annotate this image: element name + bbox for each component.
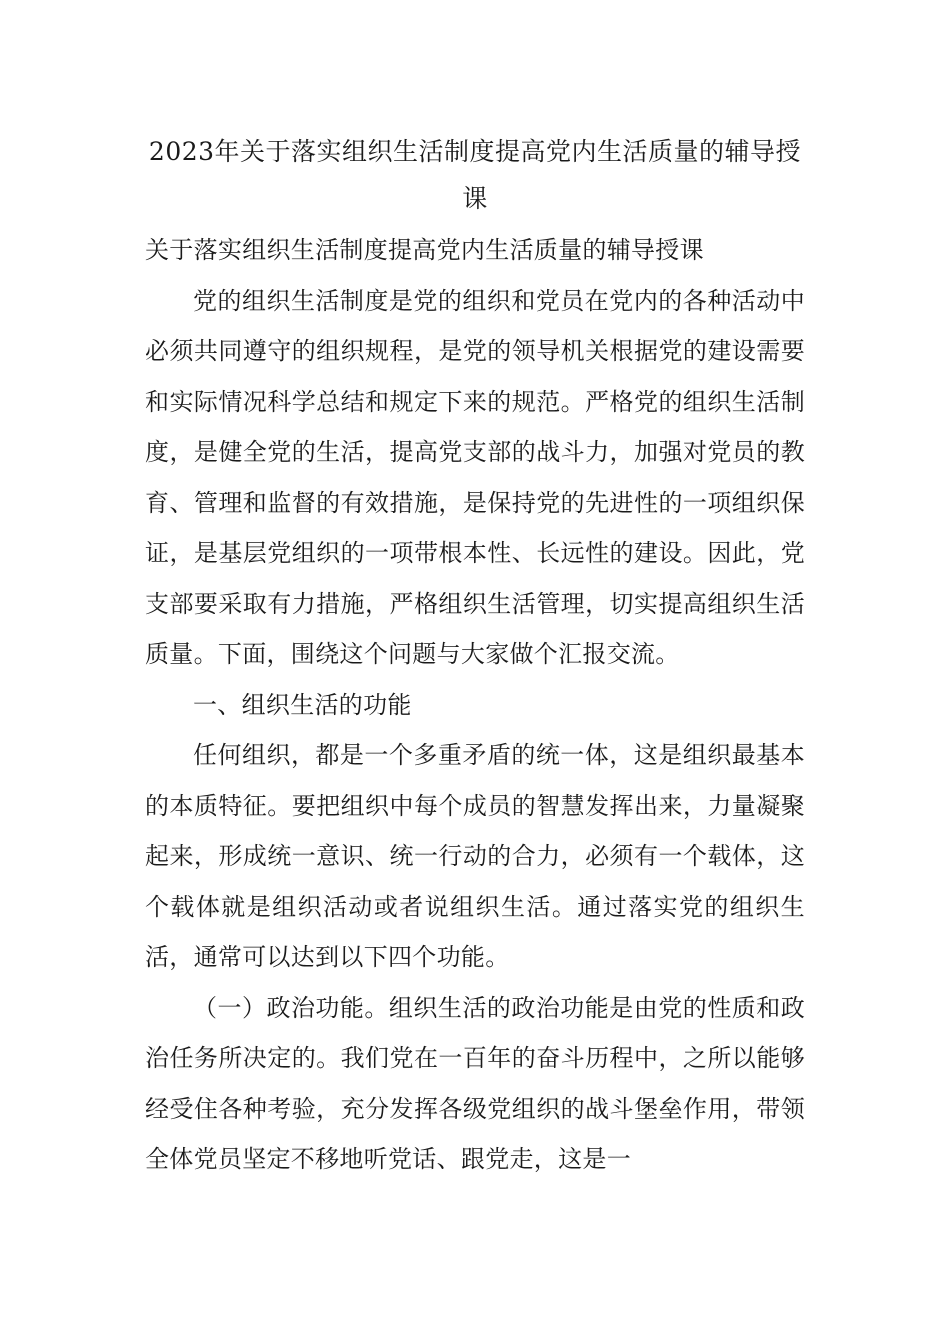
section-heading: 一、组织生活的功能 [193,690,412,719]
subsection-paragraph: （一）政治功能。组织生活的政治功能是由党的性质和政治任务所决定的。我们党在一百年的奋斗历程中，之所以能够经受住各种考验，充分发挥各级党组织的战斗堡垒作用，带领全体党员坚定不移地听党话、跟党走，这是一 [145,993,805,1173]
document-page [145,128,805,1185]
document-subtitle: 关于落实组织生活制度提高党内生活质量的辅导授课 [145,236,704,264]
intro-paragraph: 党的组织生活制度是党的组织和党员在党内的各种活动中必须共同遵守的组织规程，是党的领导机关根据党的建设需要和实际情况科学总结和规定下来的规范。严格党的组织生活制度，是健全党的生活，提高党支部的战斗力，加强对党员的教育、管理和监督的有效措施，是保持党的先进性的一项组织保证，是基层党组织的一项带根本性、长远性的建设。因此，党支部要采取有力措施，严格组织生活管理，切实提高组织生活质量。下面，围绕这个问题与大家做个汇报交流。 [145,286,805,668]
document-title: 2023年关于落实组织生活制度提高党内生活质量的辅导授课 [148,137,802,213]
section-paragraph: 任何组织，都是一个多重矛盾的统一体，这是组织最基本的本质特征。要把组织中每个成员的智慧发挥出来，力量凝聚起来，形成统一意识、统一行动的合力，必须有一个载体，这个载体就是组织活动或者说组织生活。通过落实党的组织生活，通常可以达到以下四个功能。 [145,741,805,971]
